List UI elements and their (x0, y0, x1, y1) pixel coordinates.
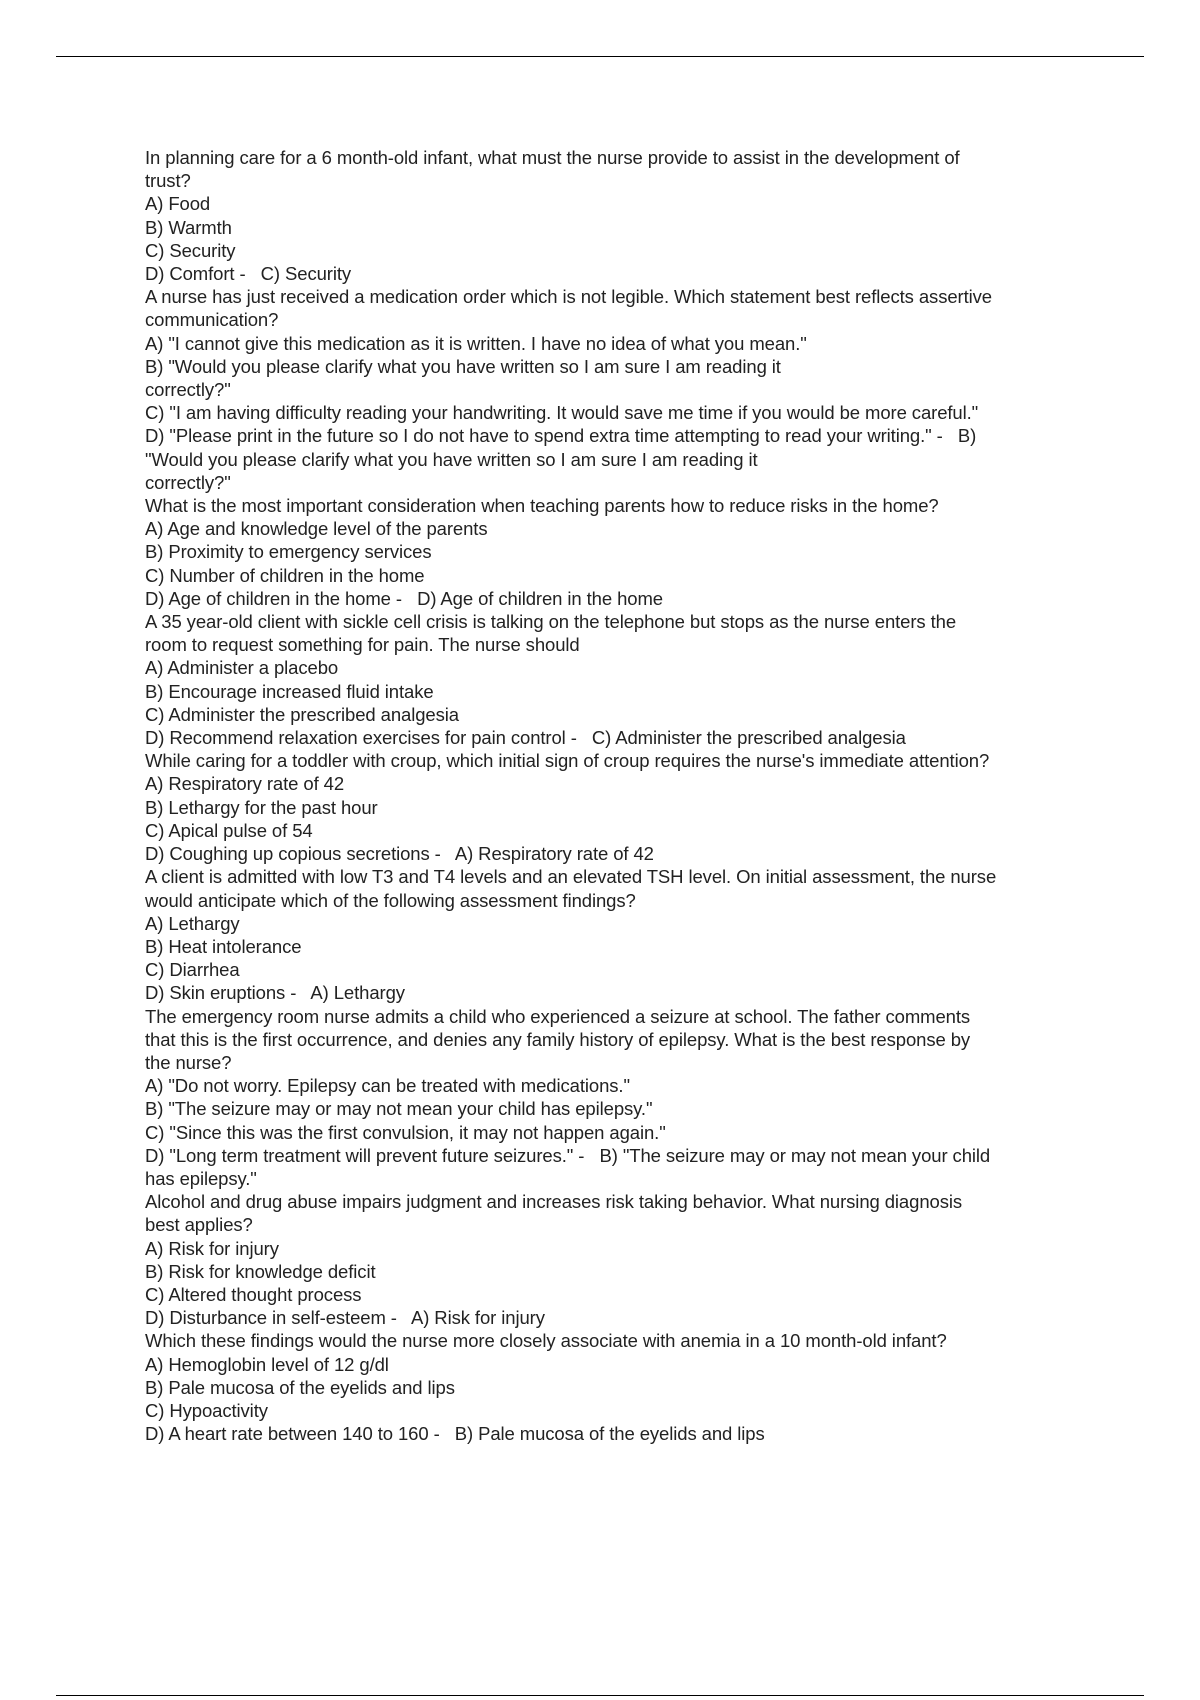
text-line: correctly?" (145, 379, 231, 401)
text-line: A client is admitted with low T3 and T4 levels and an elevated TSH level. On initial assessment, the nurse (145, 866, 997, 888)
text-line: A) Lethargy (145, 912, 240, 934)
text-line: C) Altered thought process (145, 1283, 362, 1305)
text-line: What is the most important consideration when teaching parents how to reduce risks in the home? (145, 495, 939, 517)
text-line: B) Warmth (145, 216, 232, 238)
header-rule (56, 56, 1144, 57)
footer-rule (56, 1695, 1144, 1696)
text-line: D) "Long term treatment will prevent future seizures." - B) "The seizure may or may not mean your child (145, 1144, 991, 1166)
text-line: D) Recommend relaxation exercises for pain control - C) Administer the prescribed analgesia (145, 727, 906, 749)
text-line: B) Risk for knowledge deficit (145, 1260, 376, 1282)
text-line: the nurse? (145, 1051, 232, 1073)
text-line: A nurse has just received a medication order which is not legible. Which statement best reflects assertive (145, 286, 992, 308)
text-line: room to request something for pain. The nurse should (145, 634, 580, 656)
text-line: A) Risk for injury (145, 1237, 279, 1259)
text-line: A) Hemoglobin level of 12 g/dl (145, 1353, 389, 1375)
text-line: C) Security (145, 239, 236, 261)
text-line: B) Heat intolerance (145, 935, 302, 957)
text-line: A) Age and knowledge level of the parents (145, 518, 488, 540)
text-line: C) Apical pulse of 54 (145, 819, 313, 841)
text-line: A) "I cannot give this medication as it is written. I have no idea of what you mean." (145, 332, 807, 354)
text-line: A) "Do not worry. Epilepsy can be treated with medications." (145, 1075, 630, 1097)
text-line: C) "I am having difficulty reading your handwriting. It would save me time if you would be more careful." (145, 402, 979, 424)
text-line: B) Encourage increased fluid intake (145, 680, 434, 702)
text-line: The emergency room nurse admits a child who experienced a seizure at school. The father comments (145, 1005, 971, 1027)
text-line: A) Respiratory rate of 42 (145, 773, 345, 795)
text-line: Alcohol and drug abuse impairs judgment and increases risk taking behavior. What nursing diagnosis (145, 1191, 963, 1213)
text-line: trust? (145, 170, 191, 192)
text-line: that this is the first occurrence, and denies any family history of epilepsy. What is the best response by (145, 1028, 971, 1050)
text-line: B) Lethargy for the past hour (145, 796, 378, 818)
text-line: communication? (145, 309, 279, 331)
text-line: correctly?" (145, 471, 231, 493)
text-line: "Would you please clarify what you have written so I am sure I am reading it (145, 448, 758, 470)
text-line: B) "The seizure may or may not mean your child has epilepsy." (145, 1098, 653, 1120)
text-line: Which these findings would the nurse more closely associate with anemia in a 10 month-old infant? (145, 1330, 947, 1352)
text-line: B) "Would you please clarify what you have written so I am sure I am reading it (145, 355, 781, 377)
text-line: D) A heart rate between 140 to 160 - B) Pale mucosa of the eyelids and lips (145, 1423, 765, 1445)
text-line: A 35 year-old client with sickle cell crisis is talking on the telephone but stops as the nurse enters the (145, 611, 957, 633)
text-line: C) "Since this was the first convulsion, it may not happen again." (145, 1121, 666, 1143)
text-line: best applies? (145, 1214, 253, 1236)
text-line: D) Coughing up copious secretions - A) Respiratory rate of 42 (145, 843, 654, 865)
text-line: has epilepsy." (145, 1167, 257, 1189)
text-line: In planning care for a 6 month-old infant, what must the nurse provide to assist in the development of (145, 147, 960, 168)
text-line: A) Administer a placebo (145, 657, 339, 679)
text-line: D) Age of children in the home - D) Age of children in the home (145, 587, 663, 609)
text-line: C) Diarrhea (145, 959, 240, 981)
text-line: C) Administer the prescribed analgesia (145, 703, 459, 725)
text-line: D) Skin eruptions - A) Lethargy (145, 982, 405, 1004)
text-line: D) "Please print in the future so I do not have to spend extra time attempting to read your writing." - B) (145, 425, 977, 447)
text-line: D) Comfort - C) Security (145, 263, 352, 285)
text-line: While caring for a toddler with croup, which initial sign of croup requires the nurse's immediate attention? (145, 750, 990, 772)
text-line: C) Hypoactivity (145, 1399, 268, 1421)
text-line: B) Proximity to emergency services (145, 541, 432, 563)
text-line: D) Disturbance in self-esteem - A) Risk for injury (145, 1307, 545, 1329)
text-line: would anticipate which of the following assessment findings? (145, 889, 636, 911)
text-line: C) Number of children in the home (145, 564, 425, 586)
document-body (145, 146, 1095, 1445)
text-line: A) Food (145, 193, 211, 215)
text-line: B) Pale mucosa of the eyelids and lips (145, 1376, 455, 1398)
